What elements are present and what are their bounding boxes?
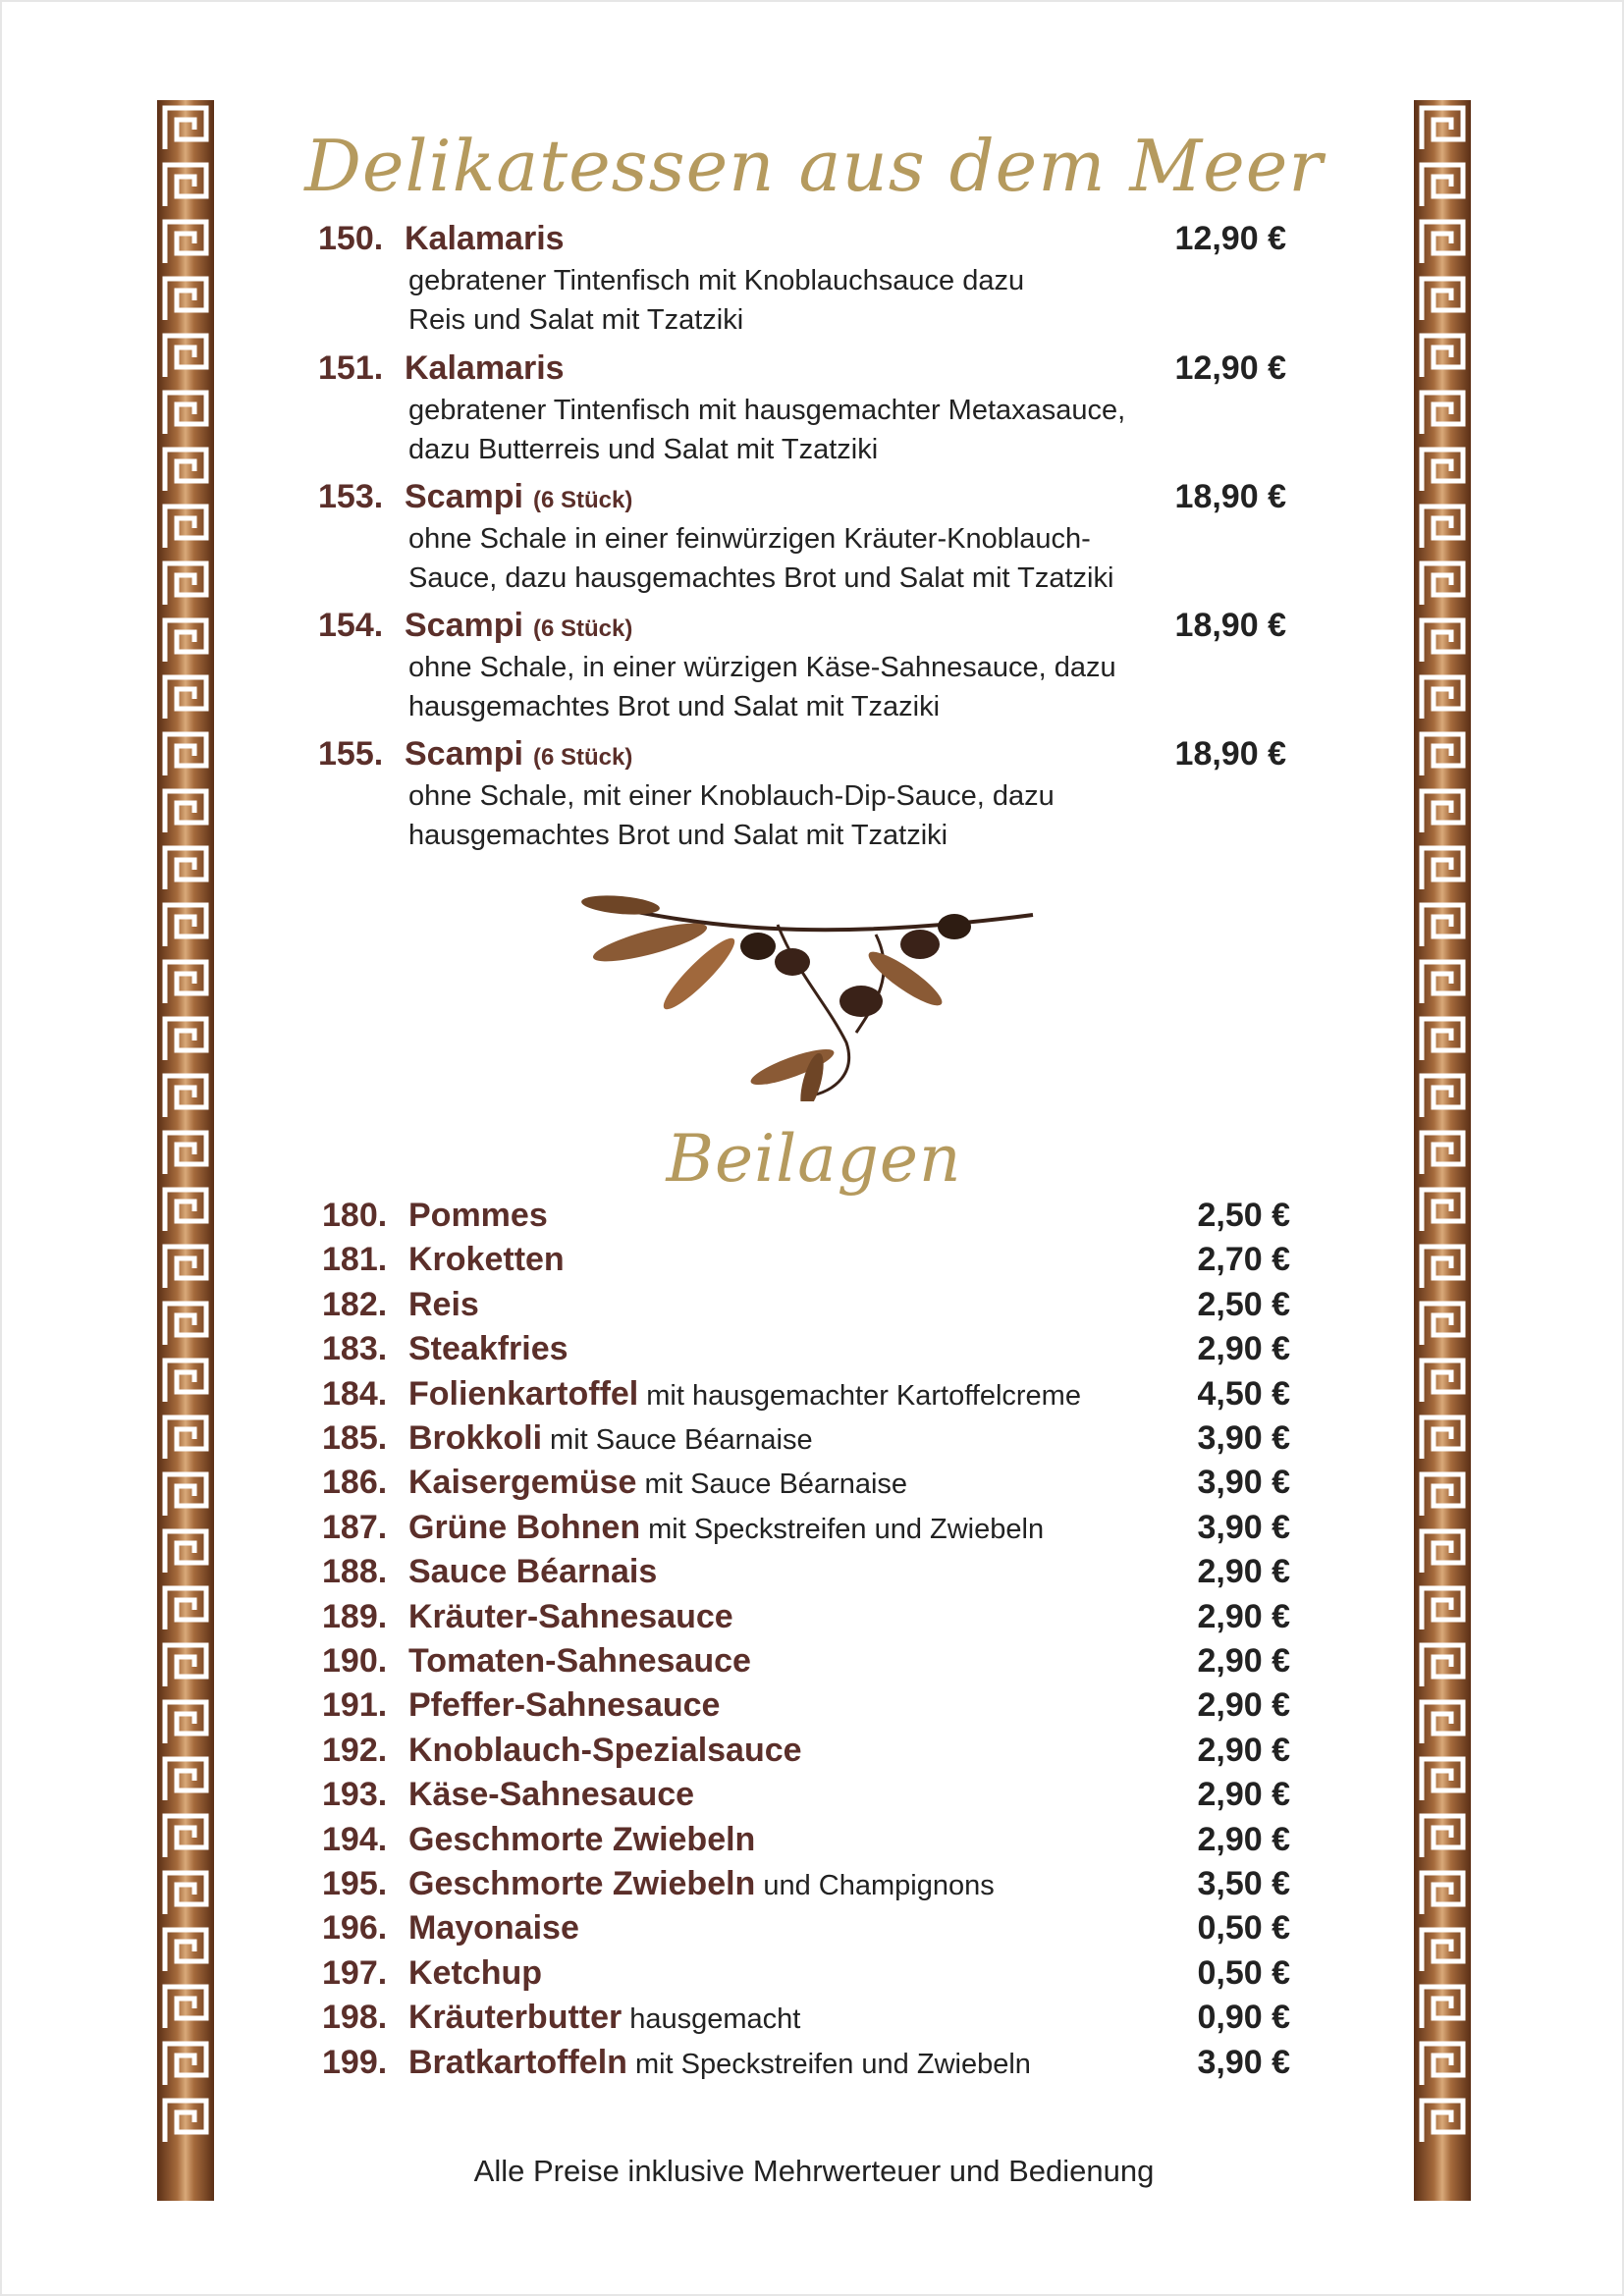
item-name: Knoblauch-Spezialsauce [408,1731,802,1769]
item-number: 151. [318,349,384,387]
item-number: 199. [322,2043,388,2081]
item-name [405,607,632,645]
item-description-line-1: ohne Schale, in einer würzigen Käse-Sahnesauce, dazu [408,652,1116,683]
item-number: 180. [322,1197,388,1234]
item-name-text: Scampi [405,735,523,773]
side-item [322,1732,1290,1775]
item-name: Steakfries [408,1330,568,1368]
item-description-line-1: gebratener Tintenfisch mit hausgemachter Metaxasauce, [408,395,1126,426]
item-name: Käse-Sahnesauce [408,1776,695,1814]
item-number: 194. [322,1820,388,1858]
item-name-text: Kalamaris [405,349,565,387]
side-item [322,1909,1290,1952]
item-name: Kräuter-Sahnesauce [408,1597,733,1635]
item-price: 0,90 € [1197,1999,1290,2037]
item-price: 0,50 € [1197,1953,1290,1992]
item-price: 12,90 € [1174,220,1286,257]
item-price: 3,50 € [1197,1865,1290,1902]
item-label [408,1686,728,1725]
item-number: 184. [322,1374,388,1413]
side-item [322,1686,1290,1730]
item-quantity: (6 Stück) [532,487,633,513]
item-name-text: Scampi [405,607,523,644]
item-quantity: (6 Stück) [532,615,633,642]
seafood-item-header [318,607,1286,648]
item-number: 192. [322,1731,388,1769]
item-number: 188. [322,1553,388,1591]
item-number: 190. [322,1642,388,1680]
price-footnote: Alle Preise inklusive Mehrwerteuer und Bedienung [473,2154,1155,2188]
item-name: Pfeffer-Sahnesauce [408,1686,721,1725]
seafood-item-header [318,478,1286,519]
item-description-line-2: dazu Butterreis und Salat mit Tzatziki [408,434,879,465]
item-number: 186. [322,1464,388,1502]
item-name: Kräuterbutter [408,1999,623,2037]
olive-branch-icon [581,885,1053,1101]
seafood-item [318,349,1286,469]
item-name: Reis [408,1285,479,1323]
side-item [322,1553,1290,1596]
item-name: Pommes [408,1197,548,1234]
item-name: Sauce Béarnais [408,1553,658,1591]
item-price: 2,90 € [1197,1686,1290,1725]
side-item [322,2044,1290,2087]
side-item [322,1419,1290,1463]
item-number: 155. [318,735,384,773]
item-quantity: (6 Stück) [532,744,633,771]
item-number: 197. [322,1953,388,1992]
item-label [408,1999,800,2037]
item-label [408,1954,550,1993]
item-name [405,349,574,388]
item-name: Mayonaise [408,1909,579,1948]
item-price: 18,90 € [1174,735,1286,773]
item-label [408,1598,741,1636]
item-number: 181. [322,1241,388,1279]
item-label [408,1197,556,1235]
item-number: 191. [322,1686,388,1725]
seafood-item-header [318,735,1286,776]
item-extra: mit Sauce Béarnaise [644,1468,908,1501]
seafood-item-header [318,349,1286,391]
item-price: 2,90 € [1197,1330,1290,1368]
item-description-line-1: gebratener Tintenfisch mit Knoblauchsauce dazu [408,265,1025,296]
item-label [408,1732,810,1770]
item-label [408,1909,587,1948]
side-item [322,1776,1290,1819]
side-item [322,1954,1290,1998]
item-price: 2,90 € [1197,1731,1290,1769]
item-label [408,1375,1081,1414]
side-item [322,1241,1290,1284]
item-name: Brokkoli [408,1419,543,1457]
side-item [322,1865,1290,1908]
section-title-sides: Beilagen [666,1121,962,1197]
item-price: 3,90 € [1197,2043,1290,2081]
item-label [408,1865,995,1903]
item-label [408,1776,702,1814]
item-number: 182. [322,1285,388,1323]
item-number: 150. [318,220,384,257]
item-number: 193. [322,1776,388,1814]
side-item [322,1375,1290,1418]
item-extra: mit hausgemachter Kartoffelcreme [646,1379,1081,1412]
seafood-item-header [318,220,1286,261]
side-item [322,1464,1290,1507]
item-name [405,478,632,516]
item-price: 2,90 € [1197,1820,1290,1858]
item-name: Geschmorte Zwiebeln [408,1820,756,1858]
item-description-line-2: hausgemachtes Brot und Salat mit Tzatziki [408,820,948,851]
side-item [322,1286,1290,1329]
side-item [322,1509,1290,1552]
item-price: 18,90 € [1174,607,1286,644]
item-label [408,1286,487,1324]
item-number: 198. [322,1999,388,2037]
item-label [408,1464,907,1502]
item-description-line-1: ohne Schale, mit einer Knoblauch-Dip-Sauce, dazu [408,780,1055,812]
item-number: 183. [322,1330,388,1368]
seafood-item [318,478,1286,598]
side-item [322,1999,1290,2042]
item-extra: hausgemacht [629,2003,801,2036]
item-number: 153. [318,478,384,515]
item-price: 2,70 € [1197,1241,1290,1279]
item-number: 154. [318,607,384,644]
item-label [408,2044,1031,2082]
item-name-text: Scampi [405,478,523,515]
item-name: Tomaten-Sahnesauce [408,1642,751,1680]
item-price: 3,90 € [1197,1464,1290,1502]
item-number: 195. [322,1865,388,1902]
seafood-item [318,220,1286,340]
item-number: 196. [322,1909,388,1948]
item-price: 12,90 € [1174,349,1286,387]
item-name: Geschmorte Zwiebeln [408,1865,756,1902]
item-extra: mit Speckstreifen und Zwiebeln [634,2048,1031,2080]
item-price: 2,90 € [1197,1642,1290,1680]
item-name [405,735,632,774]
item-label [408,1553,665,1591]
item-name-text: Kalamaris [405,220,565,257]
item-description-line-2: hausgemachtes Brot und Salat mit Tzaziki [408,691,941,722]
item-description-line-2: Sauce, dazu hausgemachtes Brot und Salat mit Tzatziki [408,562,1114,594]
side-item [322,1197,1290,1240]
item-label [408,1419,813,1458]
item-label [408,1330,576,1368]
item-extra: mit Sauce Béarnaise [550,1424,813,1456]
item-price: 4,50 € [1197,1374,1290,1413]
item-description-line-1: ohne Schale in einer feinwürzigen Kräuter-Knoblauch- [408,523,1091,555]
item-extra: und Champignons [763,1870,995,1901]
item-label [408,1642,759,1681]
item-number: 189. [322,1597,388,1635]
item-label [408,1821,763,1859]
item-price: 0,50 € [1197,1909,1290,1948]
item-name: Folienkartoffel [408,1374,639,1413]
item-label [408,1241,572,1279]
item-price: 2,50 € [1197,1285,1290,1323]
item-price: 2,90 € [1197,1776,1290,1814]
item-price: 2,90 € [1197,1597,1290,1635]
item-price: 2,50 € [1197,1197,1290,1234]
seafood-item [318,735,1286,855]
item-price: 3,90 € [1197,1419,1290,1457]
item-number: 187. [322,1508,388,1546]
item-extra: mit Speckstreifen und Zwiebeln [648,1513,1045,1545]
item-name: Ketchup [408,1953,542,1992]
section-title-seafood: Delikatessen aus dem Meer [304,125,1324,207]
item-label [408,1509,1044,1547]
item-name: Grüne Bohnen [408,1508,641,1546]
item-price: 2,90 € [1197,1553,1290,1591]
item-number: 185. [322,1419,388,1457]
item-name: Kroketten [408,1241,565,1279]
item-description-line-2: Reis und Salat mit Tzatziki [408,304,744,336]
side-item [322,1642,1290,1685]
seafood-item [318,607,1286,726]
item-name: Kaisergemüse [408,1464,637,1502]
item-price: 18,90 € [1174,478,1286,515]
side-item [322,1821,1290,1864]
item-name: Bratkartoffeln [408,2043,627,2081]
side-item [322,1598,1290,1641]
item-price: 3,90 € [1197,1508,1290,1546]
side-item [322,1330,1290,1373]
item-name [405,220,574,258]
